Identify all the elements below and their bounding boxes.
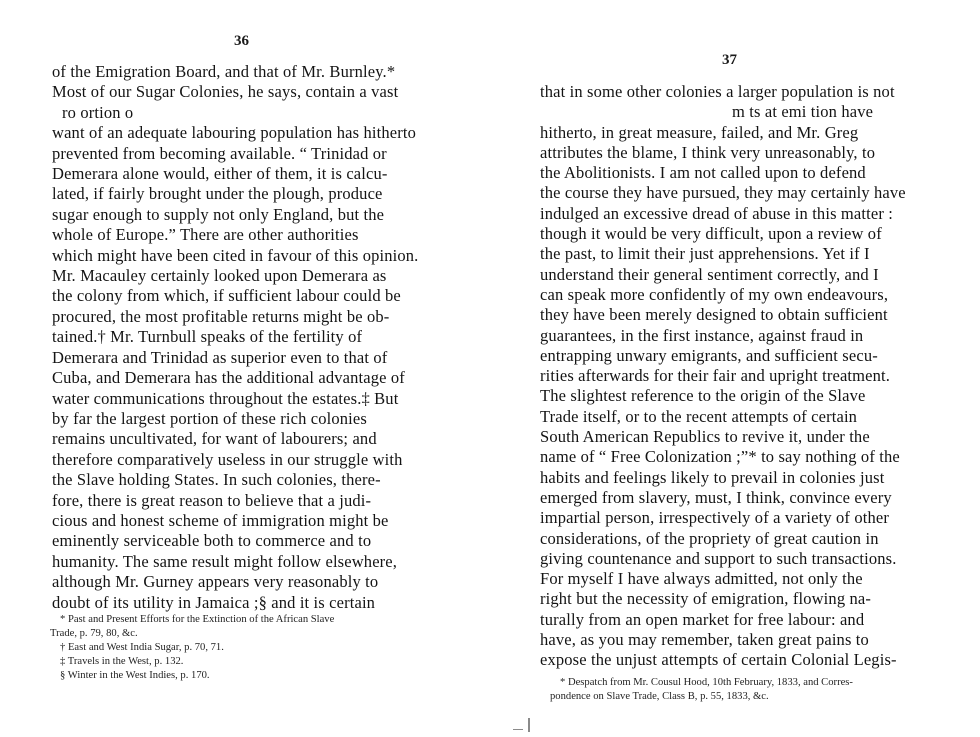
- text-line: Mr. Macauley certainly looked upon Demerara as: [52, 266, 387, 286]
- text-line: right but the necessity of emigration, flowing na-: [540, 589, 872, 609]
- text-line: the colony from which, if sufficient labour could be: [52, 286, 401, 306]
- text-line: fore, there is great reason to believe that a judi-: [52, 490, 372, 510]
- text-line: lated, if fairly brought under the plough, produce: [52, 184, 383, 204]
- text-line: name of “ Free Colonization ;”* to say nothing of the: [540, 447, 900, 467]
- text-line: the Abolitionists. I am not called upon to defend: [540, 163, 866, 183]
- footnote: ‡ Travels in the West, p. 132.: [60, 656, 184, 667]
- left-footnotes: [50, 613, 440, 683]
- text-line: rities afterwards for their fair and upright treatment.: [540, 366, 891, 386]
- text-line: which might have been cited in favour of this opinion.: [52, 245, 419, 265]
- text-line: hitherto, in great measure, failed, and Mr. Greg: [540, 122, 859, 142]
- text-line: the course they have pursued, they may certainly have: [540, 183, 906, 203]
- text-line: South American Republics to revive it, under the: [540, 427, 870, 447]
- text-line: eminently serviceable both to commerce and to: [52, 531, 372, 551]
- text-line: cious and honest scheme of immigration might be: [52, 510, 389, 530]
- right-page-text: [540, 82, 930, 671]
- text-line: entrapping unwary emigrants, and sufficient secu-: [540, 345, 878, 365]
- text-line: ro ortion o: [62, 102, 134, 122]
- text-line: tained.† Mr. Turnbull speaks of the fertility of: [52, 327, 363, 347]
- right-footnotes: [550, 676, 930, 704]
- text-line: attributes the blame, I think very unreasonably, to: [540, 142, 876, 162]
- text-line: Cuba, and Demerara has the additional advantage of: [52, 368, 405, 388]
- text-line: water communications throughout the estates.‡ But: [52, 388, 399, 408]
- text-line: though it would be very difficult, upon a review of: [540, 224, 882, 244]
- text-line: sugar enough to supply not only England, but the: [52, 204, 385, 224]
- text-line: m ts at emi tion have: [732, 102, 874, 122]
- text-line: have, as you may remember, taken great pains to: [540, 630, 869, 650]
- text-line: impartial person, irrespectively of a variety of other: [540, 508, 889, 528]
- right-page: [490, 0, 980, 737]
- text-line: expose the unjust attempts of certain Colonial Legis-: [540, 650, 897, 670]
- text-line: remains uncultivated, for want of labourers; and: [52, 429, 377, 449]
- text-line: For myself I have always admitted, not only the: [540, 569, 863, 589]
- left-page-text: [52, 62, 440, 613]
- text-line: doubt of its utility in Jamaica ;§ and it is certain: [52, 592, 376, 612]
- scan-speck: [513, 729, 523, 730]
- text-line: therefore comparatively useless in our struggle with: [52, 449, 403, 469]
- text-line: procured, the most profitable returns might be ob-: [52, 306, 390, 326]
- text-line: Trade itself, or to the recent attempts of certain: [540, 406, 858, 426]
- footnote: † East and West India Sugar, p. 70, 71.: [60, 642, 224, 653]
- text-line: by far the largest portion of these rich colonies: [52, 408, 367, 428]
- footnote: Trade, p. 79, 80, &c.: [50, 628, 138, 639]
- footnote: * Despatch from Mr. Cousul Hood, 10th February, 1833, and Corres-: [560, 677, 853, 688]
- text-line: guarantees, in the first instance, against fraud in: [540, 325, 864, 345]
- text-line: giving countenance and support to such transactions.: [540, 548, 897, 568]
- text-line: indulged an excessive dread of abuse in this matter :: [540, 203, 893, 223]
- text-line: The slightest reference to the origin of the Slave: [540, 386, 866, 406]
- text-line: Demerara alone would, either of them, it is calcu-: [52, 164, 388, 184]
- text-line: although Mr. Gurney appears very reasonably to: [52, 572, 379, 592]
- text-line: emerged from slavery, must, I think, convince every: [540, 487, 892, 507]
- text-line: they have been merely designed to obtain sufficient: [540, 305, 888, 325]
- text-line: turally from an open market for free labour: and: [540, 609, 865, 629]
- footnote: * Past and Present Efforts for the Extinction of the African Slave: [60, 614, 335, 625]
- text-line: that in some other colonies a larger population is not: [540, 82, 895, 101]
- page-number-left: 36: [234, 33, 249, 49]
- text-line: considerations, of the propriety of great caution in: [540, 528, 879, 548]
- text-line: can speak more confidently of my own endeavours,: [540, 284, 889, 304]
- scan-speck: [528, 718, 530, 732]
- text-line: Most of our Sugar Colonies, he says, contain a vast: [52, 82, 399, 102]
- text-line: the Slave holding States. In such colonies, there-: [52, 470, 381, 490]
- text-line: prevented from becoming available. “ Trinidad or: [52, 143, 387, 163]
- text-line: want of an adequate labouring population has hitherto: [52, 123, 416, 143]
- footnote: pondence on Slave Trade, Class B, p. 55, 1833, &c.: [550, 691, 769, 702]
- text-line: habits and feelings likely to prevail in colonies just: [540, 467, 885, 487]
- text-line: humanity. The same result might follow elsewhere,: [52, 551, 398, 571]
- text-line: of the Emigration Board, and that of Mr. Burnley.*: [52, 62, 396, 81]
- text-line: whole of Europe.” There are other authorities: [52, 225, 359, 245]
- page-number-right: 37: [722, 52, 737, 68]
- text-line: understand their general sentiment correctly, and I: [540, 264, 879, 284]
- text-line: Demerara and Trinidad as superior even to that of: [52, 347, 388, 367]
- footnote: § Winter in the West Indies, p. 170.: [60, 670, 210, 681]
- text-line: the past, to limit their just apprehensions. Yet if I: [540, 244, 870, 264]
